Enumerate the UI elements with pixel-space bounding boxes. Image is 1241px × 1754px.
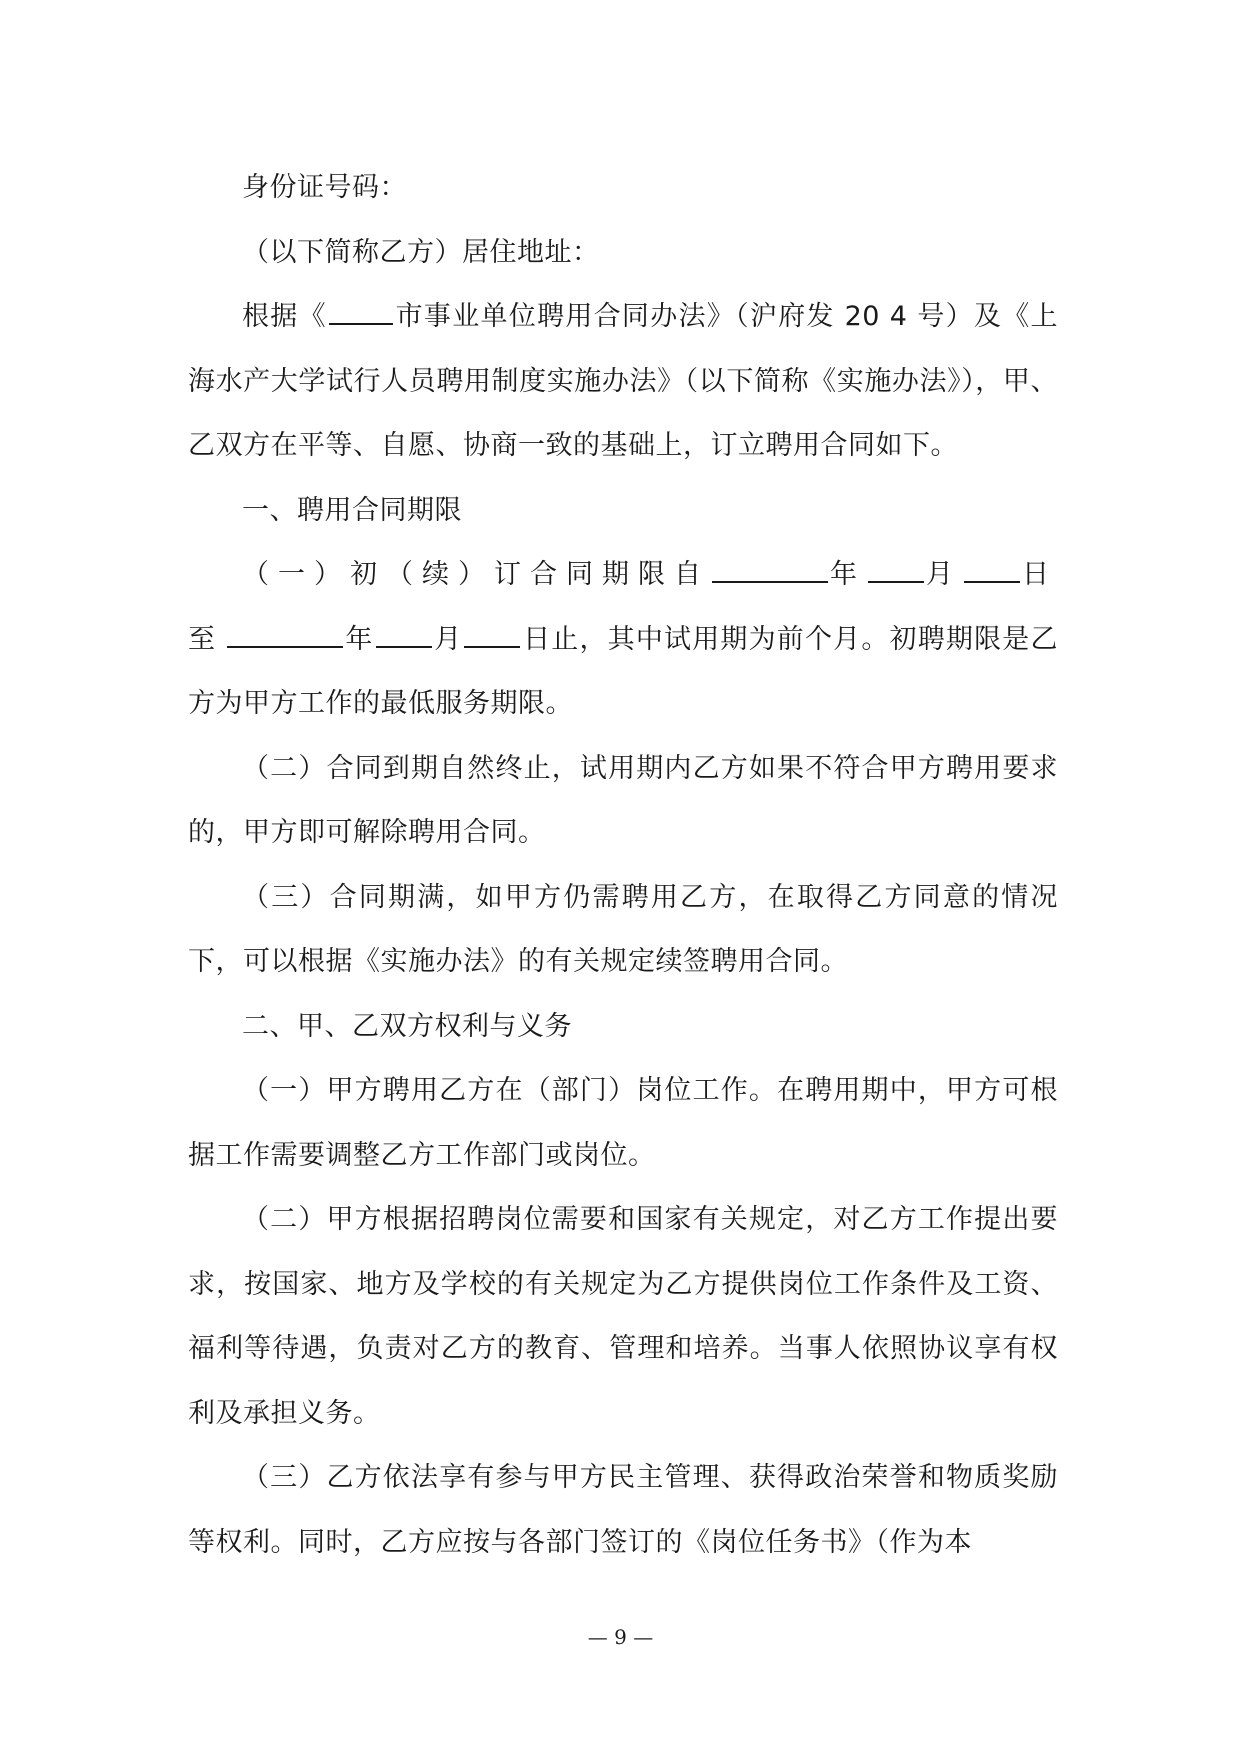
paragraph-party-b-address: （以下简称乙方）居住地址： bbox=[242, 236, 600, 268]
paragraph-term-dates bbox=[188, 543, 1058, 737]
start-month-blank bbox=[868, 551, 924, 583]
start-day-blank bbox=[964, 551, 1020, 583]
paragraph-legal-basis bbox=[188, 285, 1058, 479]
paragraph-contract-expiry: （二）合同到期自然终止，试用期内乙方如果不符合甲方聘用要求的，甲方即可解除聘用合同。 bbox=[188, 752, 1058, 848]
end-day-blank bbox=[464, 616, 520, 648]
paragraph-position-assignment: （一）甲方聘用乙方在（部门）岗位工作。在聘用期中，甲方可根据工作需要调整乙方工作部门或岗位。 bbox=[188, 1075, 1058, 1171]
section-heading-rights-obligations: 二、甲、乙双方权利与义务 bbox=[242, 1010, 572, 1042]
end-month-blank bbox=[376, 616, 432, 648]
end-month-label: 月 bbox=[433, 623, 463, 655]
legal-basis-text: 市事业单位聘用合同办法》（沪府发 20 4 号）及《上海水产大学试行人员聘用制度实施办法》（以下简称《实施办法》），甲、乙双方在平等、自愿、协商一致的基础上，订立聘用合同如下。 bbox=[188, 301, 1059, 461]
start-month-label: 月 bbox=[926, 559, 962, 590]
paragraph-id-number: 身份证号码： bbox=[242, 172, 407, 203]
paragraph-contract-renewal: （三）合同期满，如甲方仍需聘用乙方，在取得乙方同意的情况下，可以根据《实施办法》的有关规定续签聘用合同。 bbox=[188, 881, 1058, 977]
end-year-label: 年 bbox=[344, 623, 374, 655]
section-heading-contract-term: 一、聘用合同期限 bbox=[242, 494, 462, 526]
page-number: — 9 — bbox=[587, 1625, 654, 1649]
end-year-blank bbox=[227, 616, 343, 648]
term-dates-suffix: 日止，其中试用期为前个月。初聘期限是乙方为甲方工作的最低服务期限。 bbox=[188, 623, 1058, 719]
start-day-label: 日至 bbox=[188, 559, 1058, 655]
term-dates-prefix: （一）初（续）订合同期限自 bbox=[242, 559, 710, 590]
start-year-label: 年 bbox=[830, 559, 866, 590]
paragraph-party-a-duties: （二）甲方根据招聘岗位需要和国家有关规定，对乙方工作提出要求，按国家、地方及学校的有关规定为乙方提供岗位工作条件及工资、福利等待遇，负责对乙方的教育、管理和培养。当事人依照协议享有权利及承担义务。 bbox=[188, 1204, 1058, 1429]
city-blank bbox=[329, 293, 393, 325]
contract-body bbox=[188, 156, 1058, 1575]
start-year-blank bbox=[712, 551, 828, 583]
legal-basis-prefix: 根据《 bbox=[242, 301, 327, 332]
paragraph-party-b-rights: （三）乙方依法享有参与甲方民主管理、获得政治荣誉和物质奖励等权利。同时，乙方应按与各部门签订的《岗位任务书》（作为本 bbox=[188, 1462, 1058, 1558]
